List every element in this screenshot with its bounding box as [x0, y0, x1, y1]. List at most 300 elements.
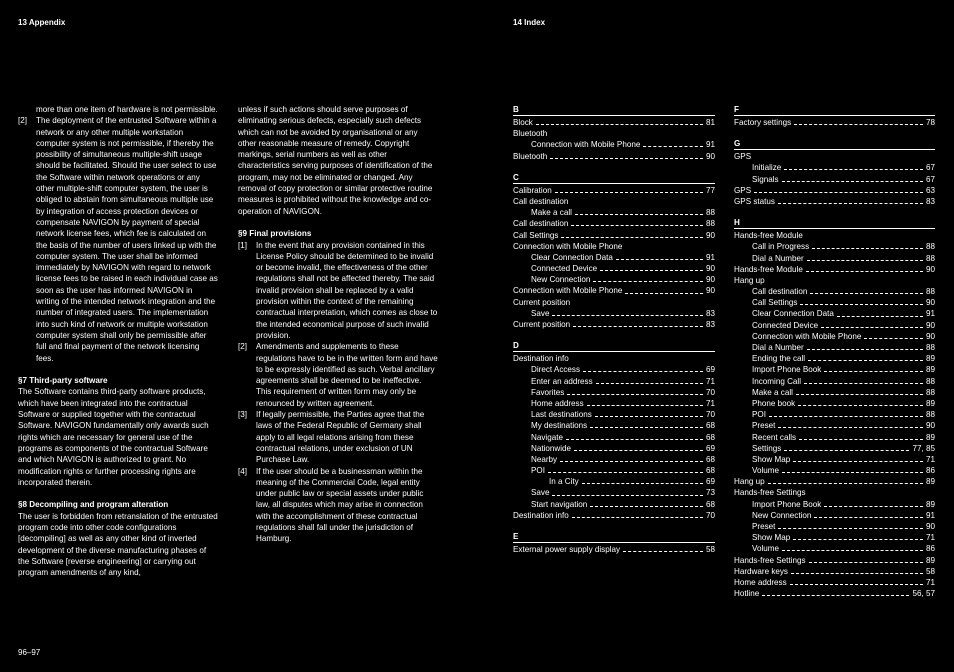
index-entry-label: Hands-free Module — [734, 264, 803, 274]
index-entry-label: Nearby — [531, 454, 558, 464]
index-letter: D — [513, 340, 715, 352]
index-entry-page: 63 — [925, 185, 935, 195]
dot-leader — [864, 332, 923, 339]
dot-leader — [583, 365, 703, 372]
index-entry — [734, 487, 935, 498]
index-entry-page: 58 — [925, 566, 935, 576]
index-entry-page: 71 — [705, 398, 715, 408]
index-entry-page: 70 — [705, 510, 715, 520]
index-entry-page: 68 — [705, 499, 715, 509]
index-entry-label: Current position — [513, 320, 571, 329]
index-group-h — [734, 217, 935, 599]
index-letter: H — [734, 217, 935, 229]
index-entry-page: 88 — [705, 219, 715, 229]
dot-leader — [643, 140, 703, 147]
index-entry — [734, 253, 935, 264]
dot-leader — [587, 399, 703, 406]
index-entry-label: Direct Access — [531, 365, 581, 375]
dot-leader — [555, 186, 703, 193]
index-entry — [513, 274, 715, 285]
dot-leader — [814, 511, 923, 518]
index-entry-label: In a City — [549, 477, 579, 487]
dot-leader — [582, 477, 703, 484]
index-group-c — [513, 172, 715, 330]
index-entry — [513, 319, 715, 330]
index-entry-page: 89 — [925, 499, 935, 509]
index-entry-page: 90 — [925, 320, 935, 330]
item-text: If the user should be a businessman within the meaning of the Commercial Code, legal entity under public law or special assets under public law, all disputes which may arise in connection with the accomplishment of these contractual regulations shall fall under the jurisdiction of Hamburg. — [256, 466, 424, 544]
index-entry-page: 78 — [925, 118, 935, 127]
index-entry-label: Save — [531, 308, 550, 318]
dot-leader — [566, 433, 703, 440]
index-entry — [734, 510, 935, 521]
index-entry-label: Bluetooth — [513, 129, 548, 139]
index-entry — [734, 577, 935, 588]
index-entry-page: 67 — [925, 174, 935, 184]
index-entry-label: Preset — [752, 421, 776, 431]
index-entry — [513, 420, 715, 431]
index-entry — [513, 443, 715, 454]
index-entry-page: 71 — [925, 533, 935, 543]
index-entry-label: Enter an address — [531, 376, 593, 386]
dot-leader — [782, 544, 923, 551]
index-entry-label: Show Map — [752, 533, 791, 543]
index-entry-page: 71 — [925, 454, 935, 464]
index-entry — [513, 476, 715, 487]
index-entry-label: Factory settings — [734, 118, 792, 127]
index-group-b — [513, 104, 715, 162]
dot-leader — [812, 242, 923, 249]
index-entry-label: Destination info — [513, 354, 569, 364]
index-entry — [734, 443, 935, 454]
index-entry-page: 68 — [705, 432, 715, 442]
section-heading: §8 Decompiling and program alteration — [18, 500, 169, 510]
index-entry-label: Connection with Mobile Phone — [513, 286, 623, 296]
dot-leader — [572, 511, 703, 518]
index-entry-label: GPS — [734, 152, 752, 162]
index-entry-page: 68 — [705, 466, 715, 476]
index-entry-page: 70 — [705, 410, 715, 420]
dot-leader — [824, 500, 923, 507]
index-entry-page: 77, 85 — [912, 443, 935, 453]
item-text: If legally permissible, the Parties agree that the laws of the Federal Republic of Germany shall apply to all legal relations arising from these contractual relations, under exclusion of UN Purchase Law. — [256, 410, 425, 465]
index-entry — [734, 353, 935, 364]
index-entry-page: 88 — [925, 242, 935, 252]
index-entry-label: Call Settings — [513, 230, 559, 240]
index-entry — [734, 297, 935, 308]
index-entry — [513, 151, 715, 162]
index-entry-label: Import Phone Book — [752, 499, 822, 509]
index-entry-page: 88 — [925, 287, 935, 297]
index-entry-page: 56, 57 — [912, 589, 935, 599]
index-entry — [734, 286, 935, 297]
dot-leader — [806, 265, 923, 272]
index-entry-label: Hang up — [734, 275, 765, 285]
index-entry — [734, 376, 935, 387]
dot-leader — [616, 253, 703, 260]
index-entry-page: 70 — [705, 387, 715, 397]
item-number: [3] — [238, 410, 247, 420]
index-entry-label: Hardware keys — [734, 566, 788, 576]
dot-leader — [800, 298, 923, 305]
index-letter: B — [513, 104, 715, 116]
index-entry-label: New Connection — [752, 510, 812, 520]
index-entry-page: 91 — [705, 252, 715, 262]
index-entry — [734, 174, 935, 185]
index-entry — [513, 409, 715, 420]
index-entry — [734, 499, 935, 510]
index-entry-label: Home address — [531, 398, 584, 408]
index-entry-label: GPS — [734, 185, 752, 195]
index-entry-page: 90 — [705, 151, 715, 161]
dot-leader — [809, 556, 923, 563]
index-entry — [734, 320, 935, 331]
index-entry — [734, 555, 935, 566]
dot-leader — [625, 287, 703, 294]
index-entry-page: 86 — [925, 466, 935, 476]
index-entry — [513, 465, 715, 476]
index-entry-page: 73 — [705, 488, 715, 498]
index-entry-label: Last destinations — [531, 410, 592, 420]
item-text: Amendments and supplements to these regulations have to be in the written form and have to be expressly identified as such. Verbal ancillary agreements shall be deemed to be ineffective. This requirement of written form may only be renounced by written agreement. — [256, 342, 438, 408]
index-entry-label: Destination info — [513, 510, 569, 520]
dot-leader — [790, 578, 923, 585]
index-entry-page: 91 — [925, 510, 935, 520]
index-entry-label: Volume — [752, 466, 779, 476]
license-column-1 — [18, 104, 218, 578]
index-entry-page: 71 — [925, 577, 935, 587]
index-entry-page: 69 — [705, 365, 715, 375]
index-entry — [734, 420, 935, 431]
index-entry — [734, 264, 935, 275]
index-entry-label: Bluetooth — [513, 151, 548, 161]
dot-leader — [754, 186, 923, 193]
item-number: [2] — [238, 342, 247, 352]
header-left: 13 Appendix — [18, 18, 66, 27]
index-entry-page: 67 — [925, 163, 935, 173]
paragraph: The user is forbidden from retranslation of the entrusted program code into other code configurations [decompiling] as well as any other kind of inverted development of the diverse manufacturing phases of the Software [reverse engineering] or carrying out program amendments of any kind, — [18, 511, 218, 578]
dot-leader — [552, 309, 703, 316]
dot-leader — [567, 388, 703, 395]
index-entry-page: 91 — [705, 140, 715, 150]
dot-leader — [769, 410, 923, 417]
index-entry-page: 88 — [925, 376, 935, 386]
index-entry — [513, 398, 715, 409]
index-entry — [513, 185, 715, 196]
item-number: [4] — [238, 466, 247, 476]
index-column-left — [513, 104, 715, 565]
license-column-2 — [238, 104, 438, 545]
index-entry-label: Connection with Mobile Phone — [752, 331, 862, 341]
dot-leader — [794, 118, 923, 125]
index-entry-label: Call destination — [513, 196, 569, 206]
index-entry-page: 89 — [925, 354, 935, 364]
dot-leader — [536, 118, 703, 125]
index-entry-page: 90 — [925, 522, 935, 531]
index-entry — [734, 241, 935, 252]
dot-leader — [824, 365, 923, 372]
index-entry — [734, 432, 935, 443]
index-entry-label: Save — [531, 488, 550, 498]
index-group-f — [734, 104, 935, 128]
index-entry — [513, 230, 715, 241]
item-text: The deployment of the entrusted Software within a network or any other multiple workstation computer system is not permissible, if thereby the possibility of simultaneous multiple-shift usage should be facilitated. Should the user select to use the Software within network operations or any other multiple-shift computer system, the user is obliged to abstain from simultaneous multiple use by integration of access protection devices or compensate NAVIGON by payment of special network license fees, which fee is calculated on the basis of the number of users linked up with the computer system. The user shall be informed immediately by NAVIGON with regard to network license fees to be raised in each individual case as soon as the user has informed NAVIGON in writing of the intended network integration and the number of integrated users. The implementation into such kind of network or multiple workstation computer system shall only be permissible after full and final payment of the network licensing fees. — [36, 116, 218, 363]
index-entry-page: 88 — [925, 387, 935, 397]
index-entry-label: Clear Connection Data — [531, 252, 613, 262]
index-entry-label: Call destination — [513, 219, 569, 229]
index-entry — [513, 139, 715, 150]
index-entry — [513, 218, 715, 229]
index-entry — [513, 252, 715, 263]
dot-leader — [791, 567, 923, 574]
index-entry — [513, 117, 715, 128]
index-letter: E — [513, 531, 715, 543]
index-entry-label: Favorites — [531, 387, 565, 397]
index-entry-page: 71 — [705, 376, 715, 386]
index-entry-label: Navigate — [531, 432, 563, 442]
dot-leader — [548, 466, 703, 473]
index-entry-page: 88 — [925, 410, 935, 420]
index-entry-page: 68 — [705, 454, 715, 464]
index-entry-label: Dial a Number — [752, 343, 804, 352]
index-entry — [734, 364, 935, 375]
index-entry-label: Hang up — [734, 477, 765, 487]
index-letter: G — [734, 138, 935, 150]
index-entry — [734, 566, 935, 577]
dot-leader — [837, 310, 923, 317]
index-entry-page: 89 — [925, 555, 935, 565]
index-entry-label: Call destination — [752, 287, 808, 297]
dot-leader — [796, 388, 923, 395]
dot-leader — [574, 444, 703, 451]
index-entry-page: 90 — [925, 298, 935, 308]
index-entry — [734, 230, 935, 241]
index-entry — [734, 331, 935, 342]
index-entry — [734, 476, 935, 487]
dot-leader — [821, 321, 923, 328]
index-entry — [734, 465, 935, 476]
index-entry — [734, 454, 935, 465]
dot-leader — [784, 444, 909, 451]
index-entry-page: 69 — [705, 477, 715, 487]
index-entry — [513, 353, 715, 364]
index-entry-page: 90 — [705, 286, 715, 296]
index-entry-label: Signals — [752, 174, 779, 184]
index-column-right — [734, 104, 935, 609]
index-entry — [513, 487, 715, 498]
index-group-e — [513, 531, 715, 555]
paragraph: more than one item of hardware is not permissible. — [36, 105, 218, 114]
dot-leader — [778, 522, 923, 529]
index-entry-page: 83 — [925, 196, 935, 206]
index-entry-label: Block — [513, 118, 533, 127]
index-entry-label: Settings — [752, 443, 782, 453]
dot-leader — [550, 152, 703, 159]
dot-leader — [552, 489, 703, 496]
index-letter: C — [513, 172, 715, 184]
index-entry-label: Home address — [734, 577, 787, 587]
index-entry — [513, 499, 715, 510]
index-entry — [734, 185, 935, 196]
dot-leader — [623, 545, 703, 552]
index-entry — [513, 376, 715, 387]
index-entry — [513, 128, 715, 139]
index-entry — [513, 207, 715, 218]
index-group-d — [513, 340, 715, 521]
dot-leader — [590, 500, 703, 507]
index-entry — [513, 510, 715, 521]
index-entry-label: Recent calls — [752, 432, 797, 442]
index-entry-label: Call in Progress — [752, 242, 810, 252]
dot-leader — [560, 455, 703, 462]
index-entry-label: My destinations — [531, 421, 588, 431]
dot-leader — [762, 589, 909, 596]
index-entry-label: Hands-free Settings — [734, 488, 806, 498]
dot-leader — [782, 175, 923, 182]
index-entry-label: Make a call — [752, 387, 793, 397]
index-entry-label: Show Map — [752, 454, 791, 464]
dot-leader — [799, 433, 923, 440]
page-numbers: 96–97 — [18, 648, 41, 657]
dot-leader — [793, 455, 923, 462]
index-entry-page: 91 — [925, 309, 935, 319]
index-entry — [734, 398, 935, 409]
index-entry-page: 89 — [925, 432, 935, 442]
index-entry-label: Connection with Mobile Phone — [513, 241, 623, 251]
index-letter: F — [734, 104, 935, 116]
index-entry — [734, 409, 935, 420]
index-entry — [513, 196, 715, 207]
index-entry — [513, 432, 715, 443]
index-entry-label: Ending the call — [752, 354, 806, 364]
dot-leader — [600, 264, 703, 271]
section-heading: §9 Final provisions — [238, 229, 312, 239]
index-entry — [734, 543, 935, 554]
index-entry-label: Incoming Call — [752, 376, 802, 386]
dot-leader — [595, 410, 703, 417]
dot-leader — [793, 533, 923, 540]
index-entry — [513, 387, 715, 398]
dot-leader — [778, 421, 923, 428]
index-entry-page: 90 — [925, 421, 935, 431]
dot-leader — [593, 275, 703, 282]
index-entry-label: Hands-free Module — [734, 231, 803, 241]
index-entry-label: POI — [531, 466, 545, 476]
index-entry-page: 89 — [925, 365, 935, 375]
index-entry-label: Current position — [513, 297, 571, 307]
dot-leader — [807, 343, 923, 350]
index-entry-page: 88 — [925, 343, 935, 352]
index-entry-label: Connection with Mobile Phone — [531, 140, 641, 150]
index-entry-label: Initialize — [752, 163, 782, 173]
numbered-item — [18, 115, 218, 364]
dot-leader — [596, 377, 703, 384]
paragraph: The Software contains third-party software products, which have been integrated into the contractual Software or supplied together with the contractual Software. NAVIGON fundamentally only awards such rights which are necessary for general use of the programs as components of the contractual Software and which NAVIGON is authorized to grant. No modification rights or further processing rights are incorporated therein. — [18, 387, 209, 487]
index-entry-page: 69 — [705, 443, 715, 453]
index-entry-page: 90 — [925, 331, 935, 341]
index-entry — [513, 285, 715, 296]
index-entry-page: 68 — [705, 421, 715, 431]
numbered-item — [238, 409, 438, 465]
numbered-item — [238, 466, 438, 545]
dot-leader — [782, 466, 923, 473]
index-entry — [513, 263, 715, 274]
index-entry-label: GPS status — [734, 196, 775, 206]
dot-leader — [778, 197, 923, 204]
index-entry-label: Nationwide — [531, 443, 572, 453]
dot-leader — [571, 219, 703, 226]
index-entry — [734, 308, 935, 319]
index-entry-label: POI — [752, 410, 766, 420]
index-entry — [513, 364, 715, 375]
index-entry-page: 86 — [925, 544, 935, 554]
index-entry-page: 90 — [705, 230, 715, 240]
index-entry-label: Connected Device — [752, 320, 819, 330]
index-entry-page: 89 — [925, 398, 935, 408]
item-number: [2] — [18, 116, 27, 126]
dot-leader — [590, 421, 703, 428]
index-entry — [734, 196, 935, 207]
item-text: In the event that any provision contained in this License Policy should be determined to be invalid or become invalid, the effectiveness of the other regulations shall not be affected thereby. The said invalid provision shall be replaced by a valid provision within the context of the remaining contractual interpretation, which comes as close to the intended economical purpose of such invalid provision. — [256, 240, 438, 340]
index-entry-label: Volume — [752, 544, 779, 554]
index-entry-page: 89 — [925, 477, 935, 487]
dot-leader — [808, 354, 923, 361]
dot-leader — [798, 399, 923, 406]
index-entry — [513, 454, 715, 465]
index-entry — [734, 117, 935, 128]
index-entry-label: Call Settings — [752, 298, 798, 308]
index-entry-label: Hands-free Settings — [734, 555, 806, 565]
index-entry-label: Make a call — [531, 208, 572, 218]
index-entry — [513, 544, 715, 555]
index-entry-label: Preset — [752, 522, 776, 531]
numbered-item — [238, 341, 438, 409]
index-entry-page: 88 — [925, 253, 935, 263]
index-entry — [734, 162, 935, 173]
index-entry — [734, 151, 935, 162]
index-entry — [734, 588, 935, 599]
index-entry-label: New Connection — [531, 275, 591, 285]
index-entry-label: Import Phone Book — [752, 365, 822, 375]
index-entry-label: Calibration — [513, 185, 552, 195]
index-entry — [734, 387, 935, 398]
dot-leader — [573, 320, 703, 327]
item-number: [1] — [238, 240, 247, 250]
index-entry-page: 81 — [705, 118, 715, 127]
header-right: 14 Index — [513, 18, 546, 27]
index-entry-page: 58 — [705, 545, 715, 554]
dot-leader — [561, 231, 703, 238]
index-entry — [734, 275, 935, 286]
dot-leader — [804, 377, 923, 384]
index-entry-label: Clear Connection Data — [752, 309, 834, 319]
index-entry-page: 83 — [705, 308, 715, 318]
index-entry-page: 90 — [705, 264, 715, 274]
dot-leader — [807, 254, 923, 261]
index-entry — [734, 342, 935, 353]
paragraph: unless if such actions should serve purposes of eliminating serious defects, especially such defects which can not be avoided by organisational or any other reasonable measure of remedy. Copyright markings, serial numbers as well as other characteristics serving purposes of identification of the program, may not be eliminated or changed. Any removal of copy protection or similar protective routine measures is prohibited without the knowledge and co-operation of NAVIGON. — [238, 105, 433, 216]
index-entry-page: 83 — [705, 320, 715, 329]
index-entry-page: 77 — [705, 185, 715, 195]
dot-leader — [810, 287, 923, 294]
index-entry-label: Start navigation — [531, 499, 588, 509]
index-entry-page: 90 — [705, 275, 715, 285]
index-entry-label: External power supply display — [513, 545, 621, 554]
index-entry — [734, 532, 935, 543]
index-entry-label: Dial a Number — [752, 253, 804, 263]
index-group-g — [734, 138, 935, 207]
index-entry — [734, 521, 935, 532]
